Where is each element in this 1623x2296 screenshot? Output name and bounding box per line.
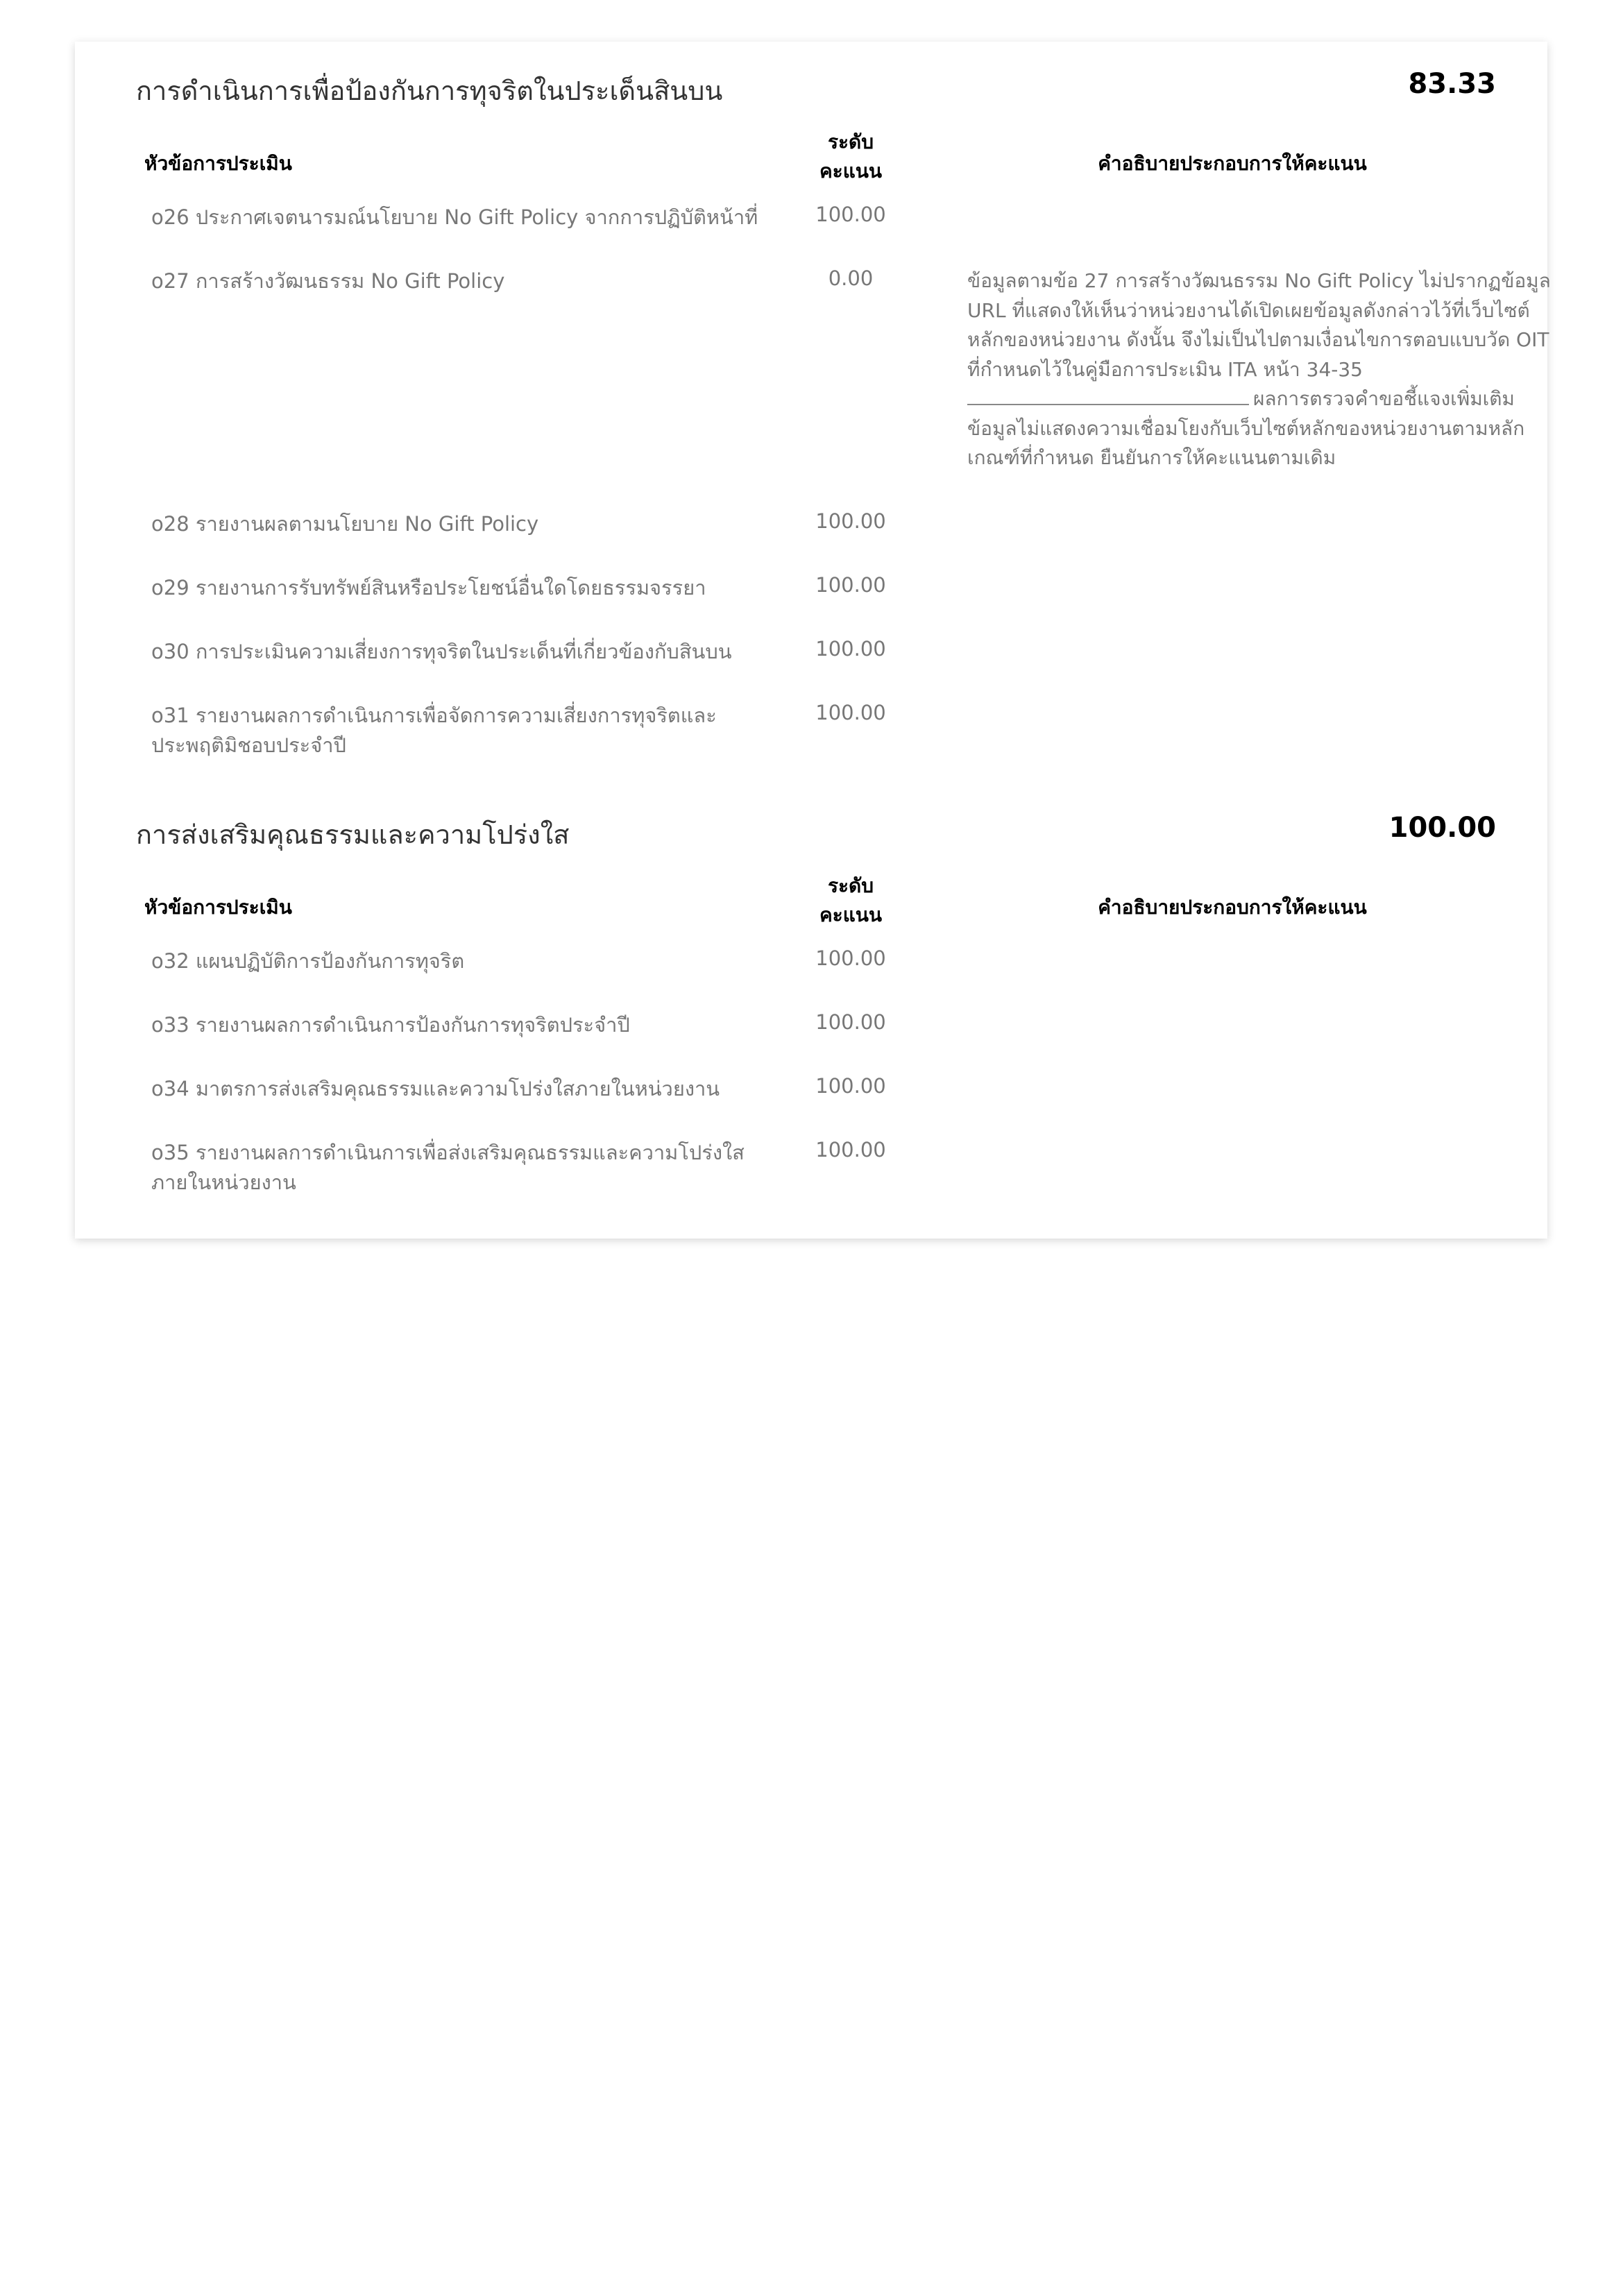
table-header <box>136 865 1496 937</box>
header-topic: หัวข้อการประเมิน <box>144 896 292 919</box>
row-topic: o33 รายงานผลการดำเนินการป้องกันการทุจริตประจำปี <box>151 1013 630 1037</box>
section-title: การส่งเสริมคุณธรรมและความโปร่งใส <box>136 819 570 850</box>
table-row <box>136 193 1496 257</box>
section-header <box>136 51 1496 121</box>
section-bribery-prevention <box>136 51 1551 774</box>
row-topic: o28 รายงานผลตามนโยบาย No Gift Policy <box>151 512 539 536</box>
section-score: 83.33 <box>1408 68 1496 100</box>
row-topic: o32 แผนปฏิบัติการป้องกันการทุจริต <box>151 949 465 973</box>
table-row <box>136 1064 1496 1128</box>
row-score: 100.00 <box>815 573 886 597</box>
row-score: 0.00 <box>828 266 874 290</box>
row-score: 100.00 <box>815 1138 886 1162</box>
row-score: 100.00 <box>815 203 886 226</box>
header-topic: หัวข้อการประเมิน <box>144 152 292 175</box>
description-part1: ข้อมูลตามข้อ 27 การสร้างวัฒนธรรม No Gift Policy ไม่ปรากฏข้อมูล URL ที่แสดงให้เห็นว่าหน่วยงานได้เปิดเผยข้อมูลดังกล่าวไว้ที่เว็บไซต์หลักของหน่วยงาน ดังนั้น จึงไม่เป็นไปตามเงื่อนไขการตอบแบบวัด OIT ที่กำหนดไว้ในคู่มือการประเมิน ITA หน้า 34-35 <box>967 269 1551 381</box>
row-score: 100.00 <box>815 701 886 724</box>
row-score: 100.00 <box>815 1010 886 1034</box>
table-row <box>136 627 1496 691</box>
header-description: คำอธิบายประกอบการให้คะแนน <box>1098 896 1367 919</box>
section-score: 100.00 <box>1388 812 1496 844</box>
description-part2: ผลการตรวจคำขอชี้แจงเพิ่มเติม ข้อมูลไม่แสดงความเชื่อมโยงกับเว็บไซต์หลักของหน่วยงานตามหลักเกณฑ์ที่กำหนด ยืนยันการให้คะแนนตามเดิม <box>967 387 1525 469</box>
underline-divider <box>967 386 1249 405</box>
header-level-line2: คะแนน <box>819 903 883 926</box>
table-row <box>136 500 1496 563</box>
table-header <box>136 121 1496 193</box>
section-title: การดำเนินการเพื่อป้องกันการทุจริตในประเด็นสินบน <box>136 76 723 106</box>
row-topic: o34 มาตรการส่งเสริมคุณธรรมและความโปร่งใสภายในหน่วยงาน <box>151 1077 720 1100</box>
table-row <box>136 691 1496 774</box>
header-level <box>802 128 899 186</box>
row-topic: o27 การสร้างวัฒนธรรม No Gift Policy <box>151 269 505 293</box>
row-score: 100.00 <box>815 946 886 970</box>
table-row <box>136 1128 1496 1211</box>
row-topic: o31 รายงานผลการดำเนินการเพื่อจัดการความเสี่ยงการทุจริตและประพฤติมิชอบประจำปี <box>151 704 717 757</box>
table-row <box>136 257 1551 500</box>
row-topic: o35 รายงานผลการดำเนินการเพื่อส่งเสริมคุณธรรมและความโปร่งใสภายในหน่วยงาน <box>151 1141 745 1194</box>
header-level-line1: ระดับ <box>827 130 874 153</box>
row-topic: o29 รายงานการรับทรัพย์สินหรือประโยชน์อื่นใดโดยธรรมจรรยา <box>151 576 706 599</box>
header-level-line2: คะแนน <box>819 160 883 182</box>
assessment-card <box>75 42 1551 1239</box>
row-score: 100.00 <box>815 637 886 661</box>
table-row <box>136 1001 1496 1064</box>
header-level-line1: ระดับ <box>827 874 874 897</box>
section-integrity-transparency <box>136 795 1496 1211</box>
row-score: 100.00 <box>815 1074 886 1098</box>
header-description: คำอธิบายประกอบการให้คะแนน <box>1098 152 1367 175</box>
table-row <box>136 937 1496 1001</box>
header-level <box>802 871 899 930</box>
row-topic: o26 ประกาศเจตนารมณ์นโยบาย No Gift Policy จากการปฏิบัติหน้าที่ <box>151 205 758 229</box>
section-header <box>136 795 1496 865</box>
row-topic: o30 การประเมินความเสี่ยงการทุจริตในประเด็นที่เกี่ยวข้องกับสินบน <box>151 640 732 663</box>
row-score: 100.00 <box>815 509 886 533</box>
table-row <box>136 563 1496 627</box>
row-description <box>967 266 1564 473</box>
